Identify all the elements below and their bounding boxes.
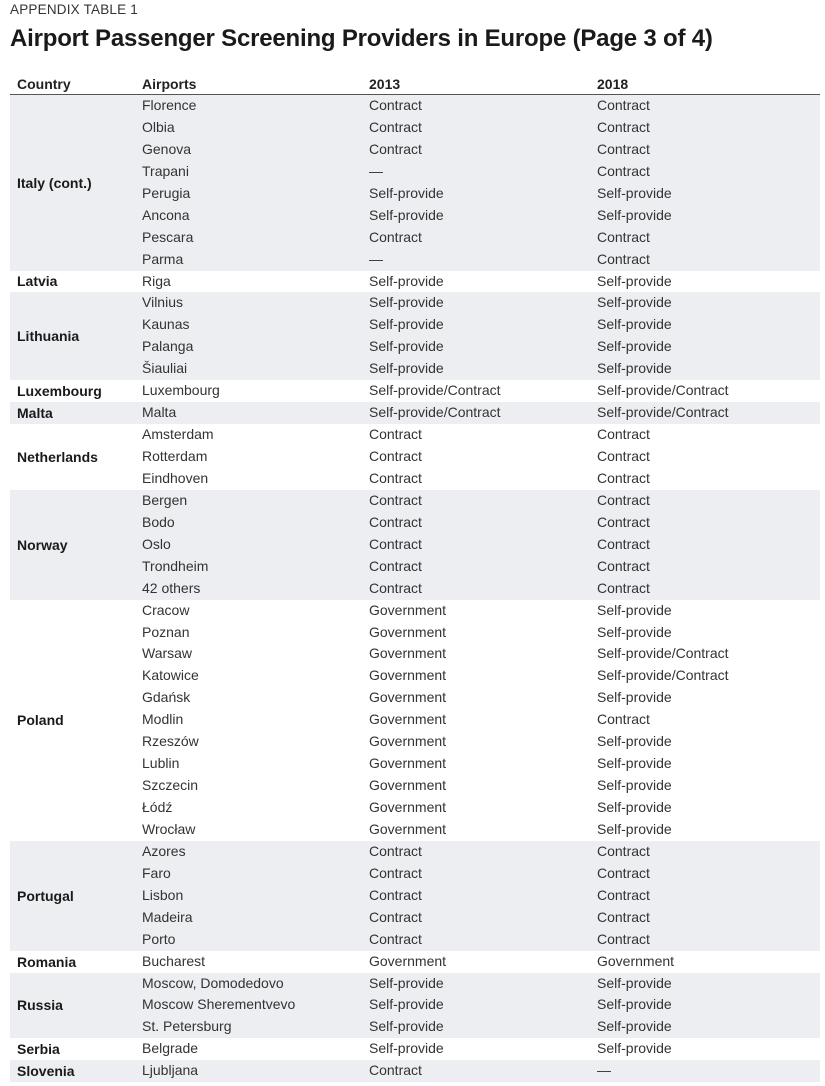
provider-2018-cell: Self-provide	[597, 623, 672, 640]
provider-2018-cell: Contract	[597, 908, 650, 925]
provider-2013-cell: Government	[369, 777, 447, 794]
provider-2018-cell: Self-provide	[597, 1018, 672, 1035]
table-row	[10, 863, 820, 885]
provider-2013-cell: Contract	[369, 228, 422, 245]
airport-cell: Szczecin	[142, 777, 199, 794]
country-label: Norway	[17, 536, 68, 553]
provider-2013-cell: Contract	[369, 886, 422, 903]
airport-cell: Ancona	[142, 206, 190, 223]
header-country: Country	[17, 76, 71, 92]
table-row	[10, 841, 820, 863]
airport-cell: Florence	[142, 97, 197, 113]
provider-2013-cell: Government	[369, 711, 447, 728]
provider-2018-cell: Self-provide/Contract	[597, 645, 729, 662]
provider-2013-cell: Self-provide	[369, 206, 444, 223]
table-row	[10, 512, 820, 534]
airport-cell: Kaunas	[142, 316, 190, 333]
appendix-kicker: APPENDIX TABLE 1	[10, 2, 139, 17]
provider-2018-cell: Contract	[597, 228, 650, 245]
table-row	[10, 358, 820, 380]
table-row	[10, 797, 820, 819]
airport-cell: Amsterdam	[142, 426, 214, 443]
country-label: Russia	[17, 997, 63, 1014]
country-group	[10, 95, 820, 271]
header-2013: 2013	[369, 76, 401, 92]
airport-cell: Šiauliai	[142, 360, 188, 377]
provider-2018-cell: Contract	[597, 930, 650, 947]
country-label: Lithuania	[17, 328, 80, 345]
provider-2018-cell: Self-provide	[597, 1040, 672, 1057]
provider-2013-cell: Contract	[369, 535, 422, 552]
table-row	[10, 775, 820, 797]
provider-2018-cell: Self-provide/Contract	[597, 382, 729, 399]
provider-2018-cell: Self-provide	[597, 820, 672, 837]
table-row	[10, 885, 820, 907]
table-row	[10, 336, 820, 358]
provider-2018-cell: Self-provide	[597, 272, 672, 289]
provider-2018-cell: Self-provide	[597, 316, 672, 333]
airport-cell: Parma	[142, 250, 184, 267]
country-group	[10, 1060, 820, 1082]
table-row	[10, 600, 820, 622]
provider-2013-cell: Government	[369, 799, 447, 815]
airport-cell: Riga	[142, 272, 171, 289]
provider-2018-cell: Contract	[597, 513, 650, 530]
country-group	[10, 973, 820, 1039]
provider-2013-cell: Government	[369, 689, 447, 706]
provider-2013-cell: Contract	[369, 140, 422, 157]
table-row	[10, 753, 820, 775]
table-row	[10, 117, 820, 139]
provider-2018-cell: Self-provide	[597, 360, 672, 377]
country-label: Netherlands	[17, 448, 98, 465]
provider-2018-cell: Contract	[597, 448, 650, 464]
country-label: Serbia	[17, 1041, 60, 1058]
provider-2013-cell: Contract	[369, 448, 422, 464]
airport-cell: Rotterdam	[142, 448, 208, 464]
airport-cell: Moscow Sherementvevo	[142, 996, 296, 1013]
country-label: Latvia	[17, 273, 58, 290]
table-row	[10, 731, 820, 753]
airport-cell: Moscow, Domodedovo	[142, 974, 284, 991]
provider-2013-cell: Contract	[369, 930, 422, 947]
table-row	[10, 665, 820, 687]
provider-2018-cell: Self-provide	[597, 974, 672, 991]
provider-2013-cell: Contract	[369, 1062, 422, 1079]
provider-2018-cell: Contract	[597, 162, 650, 179]
airport-cell: Palanga	[142, 338, 194, 355]
airport-cell: Warsaw	[142, 645, 193, 662]
table-row	[10, 161, 820, 183]
table-row	[10, 95, 820, 117]
provider-2013-cell: Self-provide	[369, 294, 444, 311]
provider-2013-cell: Contract	[369, 842, 422, 859]
table-row	[10, 249, 820, 271]
airport-cell: Rzeszów	[142, 733, 199, 750]
table-body	[10, 95, 820, 1082]
table-row	[10, 578, 820, 600]
country-label: Slovenia	[17, 1063, 75, 1080]
table-row	[10, 227, 820, 249]
airport-cell: Poznan	[142, 623, 190, 640]
airport-cell: Luxembourg	[142, 382, 220, 399]
provider-2018-cell: Self-provide	[597, 294, 672, 311]
airport-cell: Faro	[142, 864, 171, 881]
provider-2013-cell: Self-provide	[369, 360, 444, 377]
provider-2013-cell: —	[369, 162, 383, 179]
provider-2018-cell: Contract	[597, 491, 650, 508]
provider-2018-cell: Self-provide/Contract	[597, 667, 729, 684]
provider-2013-cell: Self-provide	[369, 1018, 444, 1035]
table-row	[10, 380, 820, 402]
provider-2018-cell: Contract	[597, 469, 650, 486]
provider-2013-cell: Government	[369, 645, 447, 662]
header-airports: Airports	[142, 76, 197, 92]
provider-2018-cell: Contract	[597, 579, 650, 596]
airport-cell: Cracow	[142, 601, 190, 618]
table-row	[10, 446, 820, 468]
table-row	[10, 402, 820, 424]
provider-2013-cell: Contract	[369, 864, 422, 881]
provider-2013-cell: —	[369, 250, 383, 267]
airport-cell: Trondheim	[142, 557, 209, 574]
provider-2018-cell: Self-provide	[597, 996, 672, 1013]
provider-2018-cell: Contract	[597, 140, 650, 157]
country-group	[10, 841, 820, 951]
provider-2018-cell: Self-provide	[597, 799, 672, 815]
provider-2013-cell: Contract	[369, 908, 422, 925]
airport-cell: Łódź	[142, 799, 173, 815]
table-row	[10, 183, 820, 205]
provider-2013-cell: Contract	[369, 118, 422, 135]
airport-cell: Azores	[142, 842, 186, 859]
country-label: Romania	[17, 953, 77, 970]
table-row	[10, 271, 820, 293]
table-row	[10, 490, 820, 512]
airport-cell: Pescara	[142, 228, 194, 245]
provider-2018-cell: —	[597, 1062, 611, 1079]
airport-cell: Belgrade	[142, 1040, 199, 1057]
country-group	[10, 380, 820, 402]
country-group	[10, 1038, 820, 1060]
provider-2013-cell: Government	[369, 601, 447, 618]
table-row	[10, 1038, 820, 1060]
table-row	[10, 292, 820, 314]
country-group	[10, 490, 820, 600]
table-row	[10, 314, 820, 336]
airport-cell: St. Petersburg	[142, 1018, 232, 1035]
provider-2013-cell: Self-provide	[369, 996, 444, 1013]
provider-2018-cell: Contract	[597, 97, 650, 113]
provider-2013-cell: Contract	[369, 426, 422, 443]
table-row	[10, 709, 820, 731]
table-row	[10, 424, 820, 446]
provider-2018-cell: Government	[597, 952, 675, 969]
provider-2018-cell: Self-provide/Contract	[597, 404, 729, 421]
table-row	[10, 907, 820, 929]
provider-2013-cell: Government	[369, 755, 447, 772]
airport-cell: Malta	[142, 404, 177, 421]
table-row	[10, 643, 820, 665]
provider-2013-cell: Contract	[369, 513, 422, 530]
country-group	[10, 271, 820, 293]
table-row	[10, 929, 820, 951]
table-row	[10, 973, 820, 995]
airport-cell: Eindhoven	[142, 469, 209, 486]
table-header	[10, 73, 820, 95]
airport-cell: Oslo	[142, 535, 171, 552]
provider-2018-cell: Contract	[597, 886, 650, 903]
table-row	[10, 622, 820, 644]
provider-2018-cell: Contract	[597, 842, 650, 859]
airport-cell: Katowice	[142, 667, 199, 684]
provider-2018-cell: Self-provide	[597, 733, 672, 750]
table-row	[10, 205, 820, 227]
provider-2013-cell: Self-provide	[369, 338, 444, 355]
provider-2013-cell: Contract	[369, 97, 422, 113]
provider-2013-cell: Contract	[369, 579, 422, 596]
country-label: Poland	[17, 712, 64, 729]
provider-2018-cell: Contract	[597, 557, 650, 574]
provider-2013-cell: Contract	[369, 557, 422, 574]
provider-2018-cell: Contract	[597, 118, 650, 135]
table-row	[10, 139, 820, 161]
provider-2018-cell: Self-provide	[597, 601, 672, 618]
table-row	[10, 951, 820, 973]
table-row	[10, 534, 820, 556]
provider-2013-cell: Self-provide/Contract	[369, 382, 501, 399]
provider-2018-cell: Contract	[597, 711, 650, 728]
country-label: Portugal	[17, 887, 74, 904]
country-label: Luxembourg	[17, 383, 102, 400]
airport-cell: Bergen	[142, 491, 188, 508]
provider-2013-cell: Contract	[369, 469, 422, 486]
provider-2018-cell: Contract	[597, 864, 650, 881]
country-group	[10, 600, 820, 841]
provider-2018-cell: Self-provide	[597, 777, 672, 794]
provider-2013-cell: Contract	[369, 491, 422, 508]
provider-2018-cell: Self-provide	[597, 184, 672, 201]
country-label: Malta	[17, 405, 53, 422]
provider-2013-cell: Self-provide/Contract	[369, 404, 501, 421]
country-label: Italy (cont.)	[17, 174, 92, 191]
table-row	[10, 1060, 820, 1082]
table-row	[10, 994, 820, 1016]
airport-cell: Perugia	[142, 184, 191, 201]
table-row	[10, 687, 820, 709]
provider-2013-cell: Government	[369, 820, 447, 837]
provider-2018-cell: Self-provide	[597, 206, 672, 223]
airport-cell: Trapani	[142, 162, 189, 179]
airport-cell: Lublin	[142, 755, 180, 772]
country-group	[10, 424, 820, 490]
table-row	[10, 556, 820, 578]
airport-cell: Wrocław	[142, 820, 196, 837]
airport-cell: Bodo	[142, 513, 175, 530]
provider-2018-cell: Contract	[597, 535, 650, 552]
provider-2013-cell: Government	[369, 667, 447, 684]
airport-cell: Genova	[142, 140, 192, 157]
airport-cell: Porto	[142, 930, 176, 947]
table-row	[10, 1016, 820, 1038]
provider-2013-cell: Self-provide	[369, 1040, 444, 1057]
provider-2013-cell: Government	[369, 733, 447, 750]
provider-2013-cell: Self-provide	[369, 316, 444, 333]
provider-2013-cell: Self-provide	[369, 272, 444, 289]
provider-2018-cell: Contract	[597, 426, 650, 443]
provider-2013-cell: Self-provide	[369, 184, 444, 201]
airport-cell: 42 others	[142, 579, 201, 596]
header-2018: 2018	[597, 76, 629, 92]
provider-2013-cell: Self-provide	[369, 974, 444, 991]
country-group	[10, 292, 820, 380]
airport-cell: Madeira	[142, 908, 193, 925]
provider-2013-cell: Government	[369, 952, 447, 969]
airport-cell: Bucharest	[142, 952, 206, 969]
country-group	[10, 951, 820, 973]
table-row	[10, 468, 820, 490]
provider-2018-cell: Contract	[597, 250, 650, 267]
table-row	[10, 819, 820, 841]
provider-2018-cell: Self-provide	[597, 755, 672, 772]
airport-cell: Vilnius	[142, 294, 183, 311]
airport-cell: Gdańsk	[142, 689, 191, 706]
airport-cell: Ljubljana	[142, 1062, 199, 1079]
airport-cell: Olbia	[142, 118, 175, 135]
airport-cell: Lisbon	[142, 886, 184, 903]
screening-table	[10, 73, 820, 1082]
country-group	[10, 402, 820, 424]
provider-2018-cell: Self-provide	[597, 689, 672, 706]
page-title: Airport Passenger Screening Providers in Europe (Page 3 of 4)	[10, 25, 713, 52]
provider-2018-cell: Self-provide	[597, 338, 672, 355]
airport-cell: Modlin	[142, 711, 184, 728]
provider-2013-cell: Government	[369, 623, 447, 640]
